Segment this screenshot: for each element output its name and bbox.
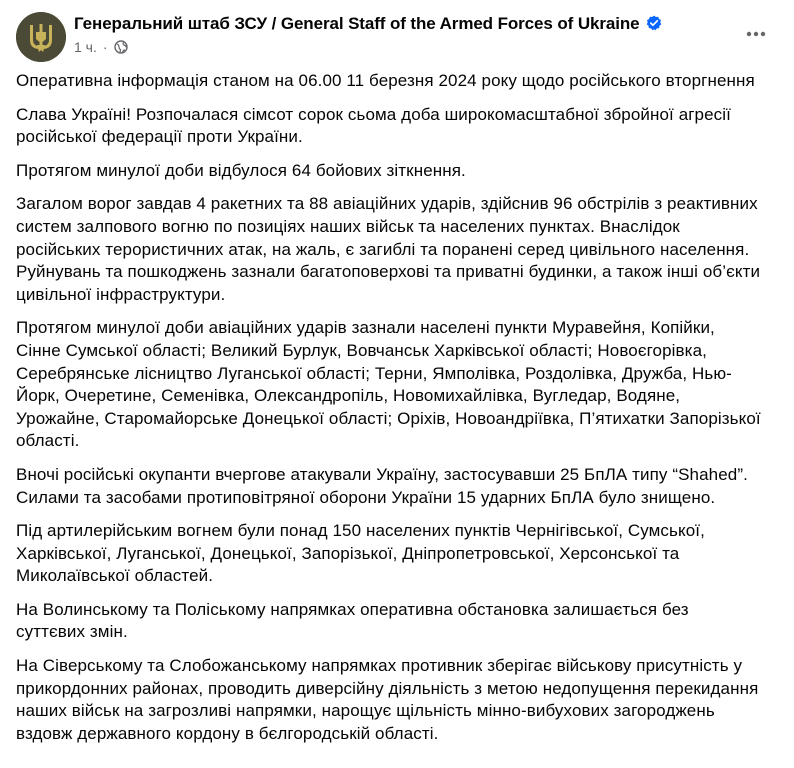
post-paragraph: Протягом минулої доби відбулося 64 бойових зіткнення. (16, 160, 466, 180)
post-paragraph: Загалом ворог завдав 4 ракетних та 88 авіаційних ударів, здійснив 96 обстрілів з реактивних систем залпового вогню по позиціях наших військ та населених пунктах. Внаслідок російських терористичних атак, на жаль, є загиблі та поранені серед цивільного населення. Руйнувань та пошкоджень зазнали багатоповерхові та приватні будинки, а також інші об’єкти цивільної інфраструктури. (16, 194, 761, 304)
post-paragraph: На Сіверському та Слобожанському напрямках противник зберігає військову присутність у прикордонних районах, проводить диверсійну діяльність з метою недопущення перекидання наших військ на загрозливі напрямки, нарощує щільність мінно-вибухових загороджень вздовж державного кордону в бєлгородській області. (16, 656, 759, 743)
post-time[interactable]: 1 ч. (74, 39, 97, 55)
page-name-link[interactable] (74, 14, 662, 34)
verified-badge-icon (646, 15, 662, 31)
post-paragraph: Протягом минулої доби авіаційних ударів зазнали населені пункти Муравейня, Копійки, Сінне Сумської області; Великий Бурлук, Вовчанськ Харківської області; Новоєгорівка, Серебрянське лісництво Луганської області; Терни, Ямполівка, Роздолівка, Дружба, Нью-Йорк, Очеретине, Семенівка, Олександропіль, Новомихайлівка, Вугледар, Водяне, Урожайне, Старомайорське Донецької області; Оріхів, Новоандріївка, П’ятихатки Запорізької області. (16, 318, 761, 451)
post-paragraph: Під артилерійським вогнем були понад 150 населених пунктів Чернігівської, Сумської, Харківської, Луганської, Донецької, Запорізької, Дніпропетровської, Херсонської та Миколаївської областей. (16, 521, 705, 586)
post-paragraph: Оперативна інформація станом на 06.00 11 березня 2024 року щодо російського вторгнення (16, 71, 755, 90)
meta-separator: · (102, 39, 108, 55)
post-header (16, 12, 778, 68)
post-paragraph: Слава Україні! Розпочалася сімсот сорок сьома доба широкомасштабної збройної агресії російської федерації проти України. (16, 104, 731, 147)
post-paragraph: На Волинському та Поліському напрямках оперативна обстановка залишається без суттєвих змін. (16, 599, 689, 642)
page-avatar[interactable] (16, 12, 66, 62)
trident-emblem-icon (16, 12, 66, 62)
globe-icon[interactable] (114, 40, 128, 54)
more-options-icon (746, 31, 766, 37)
post-body (16, 70, 762, 756)
page-name-text[interactable]: Генеральний штаб ЗСУ / General Staff of the Armed Forces of Ukraine (74, 14, 640, 33)
post-paragraph: Вночі російські окупанти вчергове атакували Україну, застосувавши 25 БпЛА типу “Shahed”. Силами та засобами протиповітряної оборони України 15 ударних БпЛА було знищено. (16, 464, 748, 507)
post-meta (74, 39, 128, 55)
more-options-button[interactable] (738, 16, 774, 52)
